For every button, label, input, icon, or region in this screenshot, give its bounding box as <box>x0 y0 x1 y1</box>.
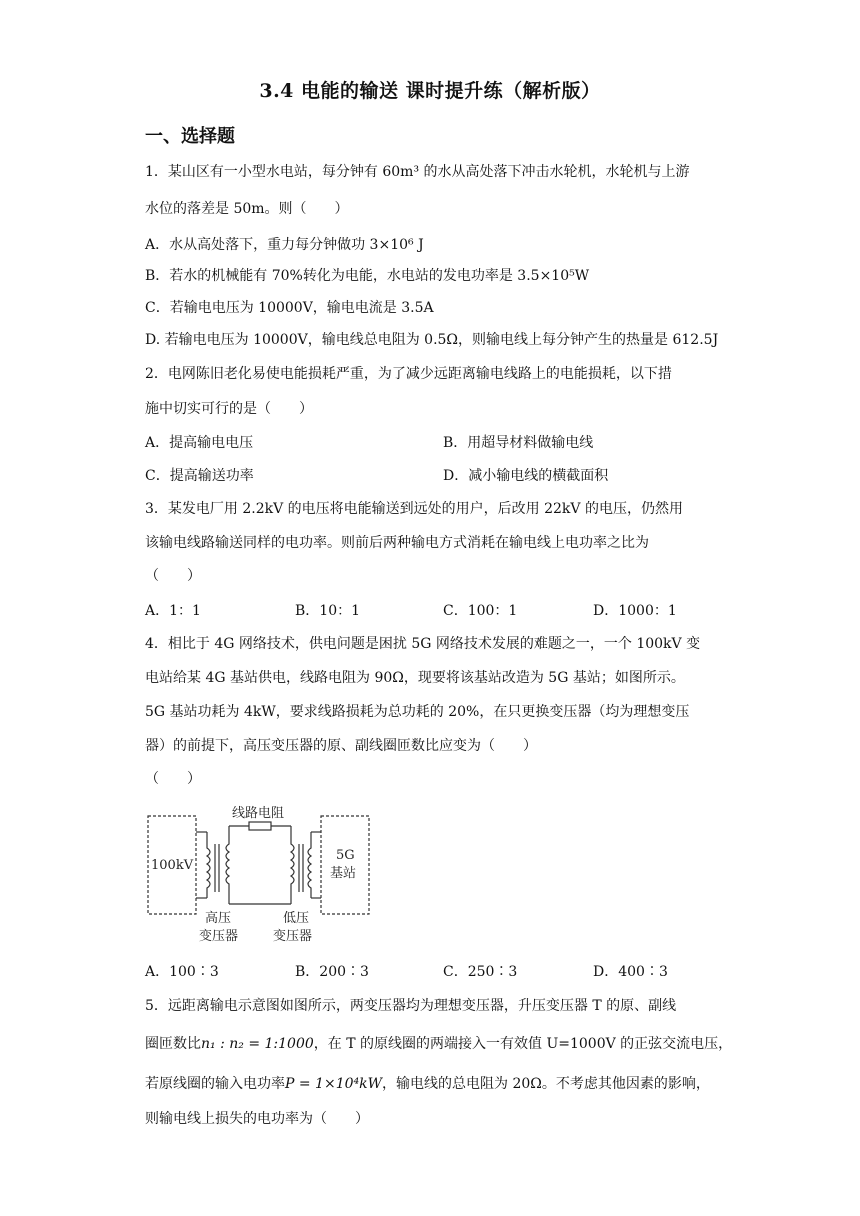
q4-option-a: A．100∶3 <box>145 964 219 980</box>
q1-option-c: C．若输电电压为 10000V，输电电流是 3.5A <box>145 300 434 316</box>
q1-option-d: D. 若输电电压为 10000V，输电线总电阻为 0.5Ω，则输电线上每分钟产生的热量是 612.5J <box>145 332 719 348</box>
q3-option-c: C．100：1 <box>443 603 518 619</box>
q5-stem-line4: 则输电线上损失的电功率为（ ） <box>145 1111 369 1127</box>
q4-stem-line4: 器）的前提下，高压变压器的原、副线圈匝数比应变为（ ） <box>145 738 537 754</box>
q4-option-d: D．400∶3 <box>593 964 668 980</box>
source-label: 100kV <box>151 858 194 873</box>
q2-option-a: A．提高输电电压 <box>145 435 254 451</box>
section-heading: 一、选择题 <box>145 126 235 147</box>
hv-secondary-coil <box>226 826 229 904</box>
q5-line3-text-a: 若原线圈的输入电功率 <box>145 1076 285 1092</box>
q4-stem-line2: 电站给某 4G 基站供电，线路电阻为 90Ω，现要将该基站改造为 5G 基站；如图所示。 <box>145 670 685 686</box>
q3-option-d: D．1000：1 <box>593 603 677 619</box>
q2-option-b: B．用超导材料做输电线 <box>443 435 594 451</box>
station-box <box>321 816 369 914</box>
q5-line2-text-a: 圈匝数比 <box>145 1036 201 1052</box>
hv-primary-coil <box>207 832 210 898</box>
q3-stem-line3: （ ） <box>145 568 201 584</box>
q4-stem-line3: 5G 基站功耗为 4kW，要求线路损耗为总功耗的 20%，在只更换变压器（均为理想变压 <box>145 704 690 720</box>
q3-option-a: A．1：1 <box>145 603 201 619</box>
q5-line3-text-b: ，输电线的总电阻为 20Ω。不考虑其他因素的影响， <box>382 1076 710 1092</box>
lv-label-1: 低压 <box>283 911 310 926</box>
q2-option-d: D．减小输电线的横截面积 <box>443 468 609 484</box>
line-resistor <box>249 822 271 830</box>
q4-option-c: C．250∶3 <box>443 964 518 980</box>
transmission-diagram <box>145 804 375 950</box>
document-title: 3.4 电能的输送 课时提升练（解析版） <box>259 80 601 102</box>
q1-stem-line1: 1．某山区有一小型水电站，每分钟有 60m³ 的水从高处落下冲击水轮机，水轮机与上游 <box>145 164 690 180</box>
q2-option-c: C．提高输送功率 <box>145 468 254 484</box>
q5-stem-line3 <box>145 1074 710 1094</box>
q1-option-b: B．若水的机械能有 70%转化为电能，水电站的发电功率是 3.5×10⁵W <box>145 268 590 284</box>
q5-stem-line1: 5．远距离输电示意图如图所示，两变压器均为理想变压器，升压变压器 T 的原、副线 <box>145 998 677 1014</box>
hv-label-1: 高压 <box>205 911 232 926</box>
q3-option-b: B．10：1 <box>295 603 361 619</box>
q5-turns-ratio-formula: n₁ : n₂ = 1:1000 <box>201 1036 314 1052</box>
q3-stem-line2: 该输电线路输送同样的电功率。则前后两种输电方式消耗在输电线上电功率之比为 <box>145 535 649 551</box>
lv-secondary-coil <box>308 832 311 898</box>
q2-stem-line2: 施中切实可行的是（ ） <box>145 401 313 417</box>
q3-stem-line1: 3．某发电厂用 2.2kV 的电压将电能输送到远处的用户，后改用 22kV 的电压，仍然用 <box>145 501 683 517</box>
q1-stem-line2: 水位的落差是 50m。则（ ） <box>145 201 349 217</box>
q4-option-b: B．200∶3 <box>295 964 369 980</box>
q4-stem-line1: 4．相比于 4G 网络技术，供电问题是困扰 5G 网络技术发展的难题之一，一个 100kV 变 <box>145 636 701 652</box>
station-label-1: 5G <box>336 848 355 863</box>
lv-label-2: 变压器 <box>273 929 313 944</box>
q5-stem-line2 <box>145 1034 732 1054</box>
station-label-2: 基站 <box>330 866 357 881</box>
q4-stem-line5: （ ） <box>145 771 201 787</box>
q1-option-a: A．水从高处落下，重力每分钟做功 3×10⁶ J <box>145 237 424 253</box>
resistor-label: 线路电阻 <box>232 806 285 821</box>
q2-stem-line1: 2．电网陈旧老化易使电能损耗严重，为了减少远距离输电线路上的电能损耗，以下措 <box>145 366 672 382</box>
lv-primary-coil <box>291 826 294 904</box>
q5-line2-text-b: ，在 T 的原线圈的两端接入一有效值 U=1000V 的正弦交流电压， <box>313 1036 733 1052</box>
q5-power-formula: P = 1×10⁴kW <box>285 1076 382 1092</box>
hv-label-2: 变压器 <box>199 929 239 944</box>
